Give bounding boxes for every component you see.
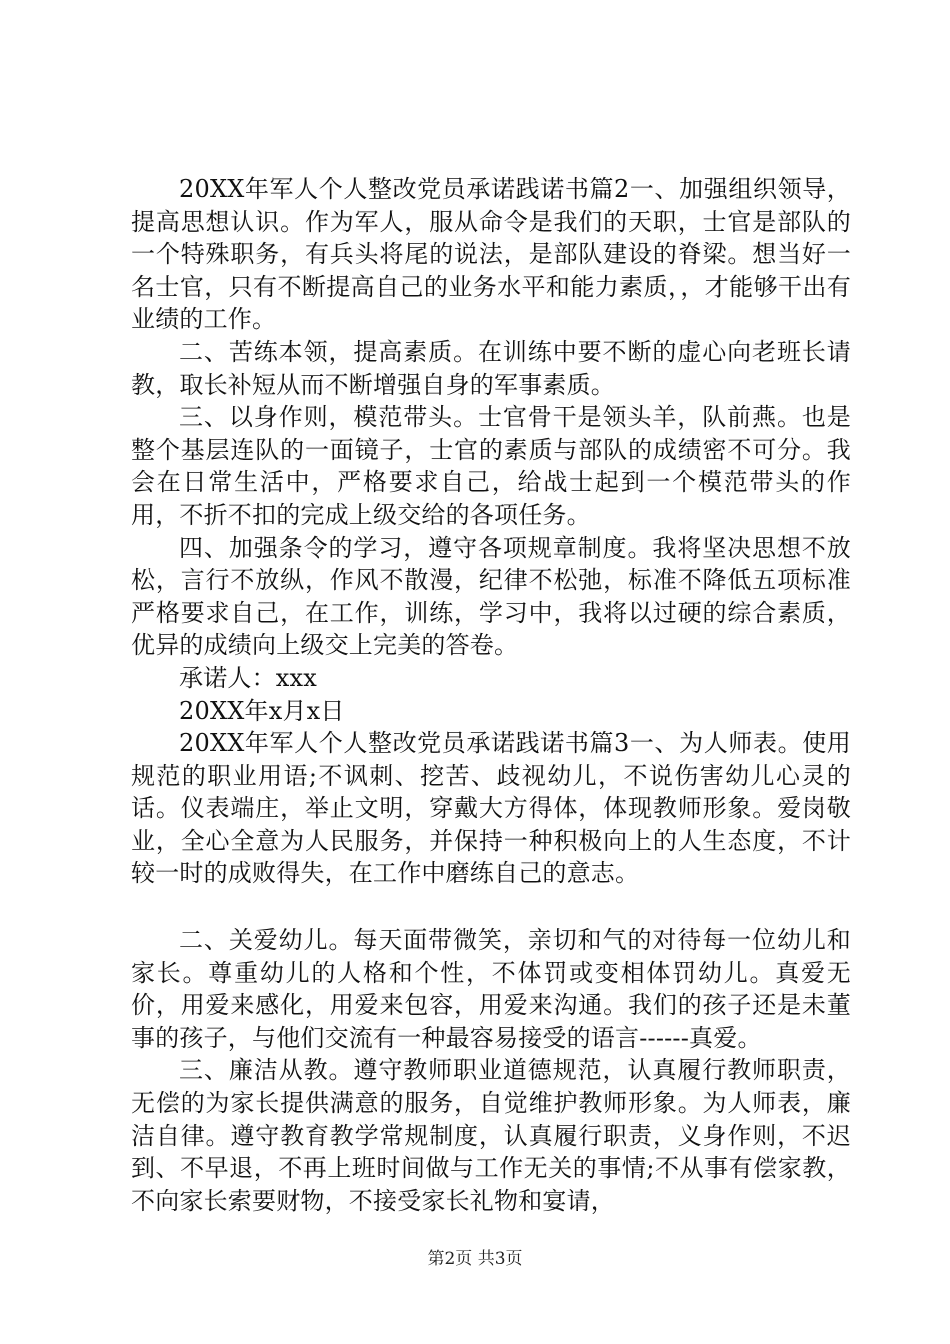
paragraph-pledge-2-item-4: 四、加强条令的学习，遵守各项规章制度。我将坚决思想不放松，言行不放纵，作风不散漫，纪律不松弛，标准不降低五项标准严格要求自己，在工作，训练，学习中，我将以过硬的综合素质，优异的成绩向上级交上完美的答卷。 xyxy=(131,533,851,660)
paragraph-pledge-3-item-3: 三、廉洁从教。遵守教师职业道德规范，认真履行教师职责，无偿的为家长提供满意的服务，自觉维护教师形象。为人师表，廉洁自律。遵守教育教学常规制度，认真履行职责，义身作则，不迟到、不早退，不再上班时间做与工作无关的事情;不从事有偿家教，不向家长索要财物，不接受家长礼物和宴请， xyxy=(131,1056,851,1215)
date-line: 20XX年x月x日 xyxy=(179,696,345,725)
signatory-line: 承诺人：xxx xyxy=(179,663,318,692)
paragraph-pledge-2-item-2: 二、苦练本领，提高素质。在训练中要不断的虚心向老班长请教，取长补短从而不断增强自身的军事素质。 xyxy=(131,337,851,399)
paragraph-pledge-2-item-1: 20XX年军人个人整改党员承诺践诺书篇2一、加强组织领导，提高思想认识。作为军人，服从命令是我们的天职，士官是部队的一个特殊职务，有兵头将尾的说法，是部队建设的脊梁。想当好一名士官，只有不断提高自己的业务水平和能力素质，，才能够干出有业绩的工作。 xyxy=(131,175,851,334)
page-footer: 第2页 共3页 xyxy=(427,1249,523,1269)
paragraph-pledge-2-item-3: 三、以身作则，模范带头。士官骨干是领头羊，队前燕。也是整个基层连队的一面镜子，士官的素质与部队的成绩密不可分。我会在日常生活中，严格要求自己，给战士起到一个模范带头的作用，不折不扣的完成上级交给的各项任务。 xyxy=(131,403,851,529)
document-body xyxy=(131,173,851,1217)
paragraph-pledge-3-item-1: 20XX年军人个人整改党员承诺践诺书篇3一、为人师表。使用规范的职业用语;不讽刺、挖苦、歧视幼儿，不说伤害幼儿心灵的话。仪表端庄，举止文明，穿戴大方得体，体现教师形象。爱岗敬业，全心全意为人民服务，并保持一种积极向上的人生态度，不计较一时的成败得失，在工作中磨练自己的意志。 xyxy=(131,729,851,888)
paragraph-pledge-3-item-2: 二、关爱幼儿。每天面带微笑，亲切和气的对待每一位幼儿和家长。尊重幼儿的人格和个性，不体罚或变相体罚幼儿。真爱无价，用爱来感化，用爱来包容，用爱来沟通。我们的孩子还是未董事的孩子，与他们交流有一种最容易接受的语言------真爱。 xyxy=(131,926,851,1052)
